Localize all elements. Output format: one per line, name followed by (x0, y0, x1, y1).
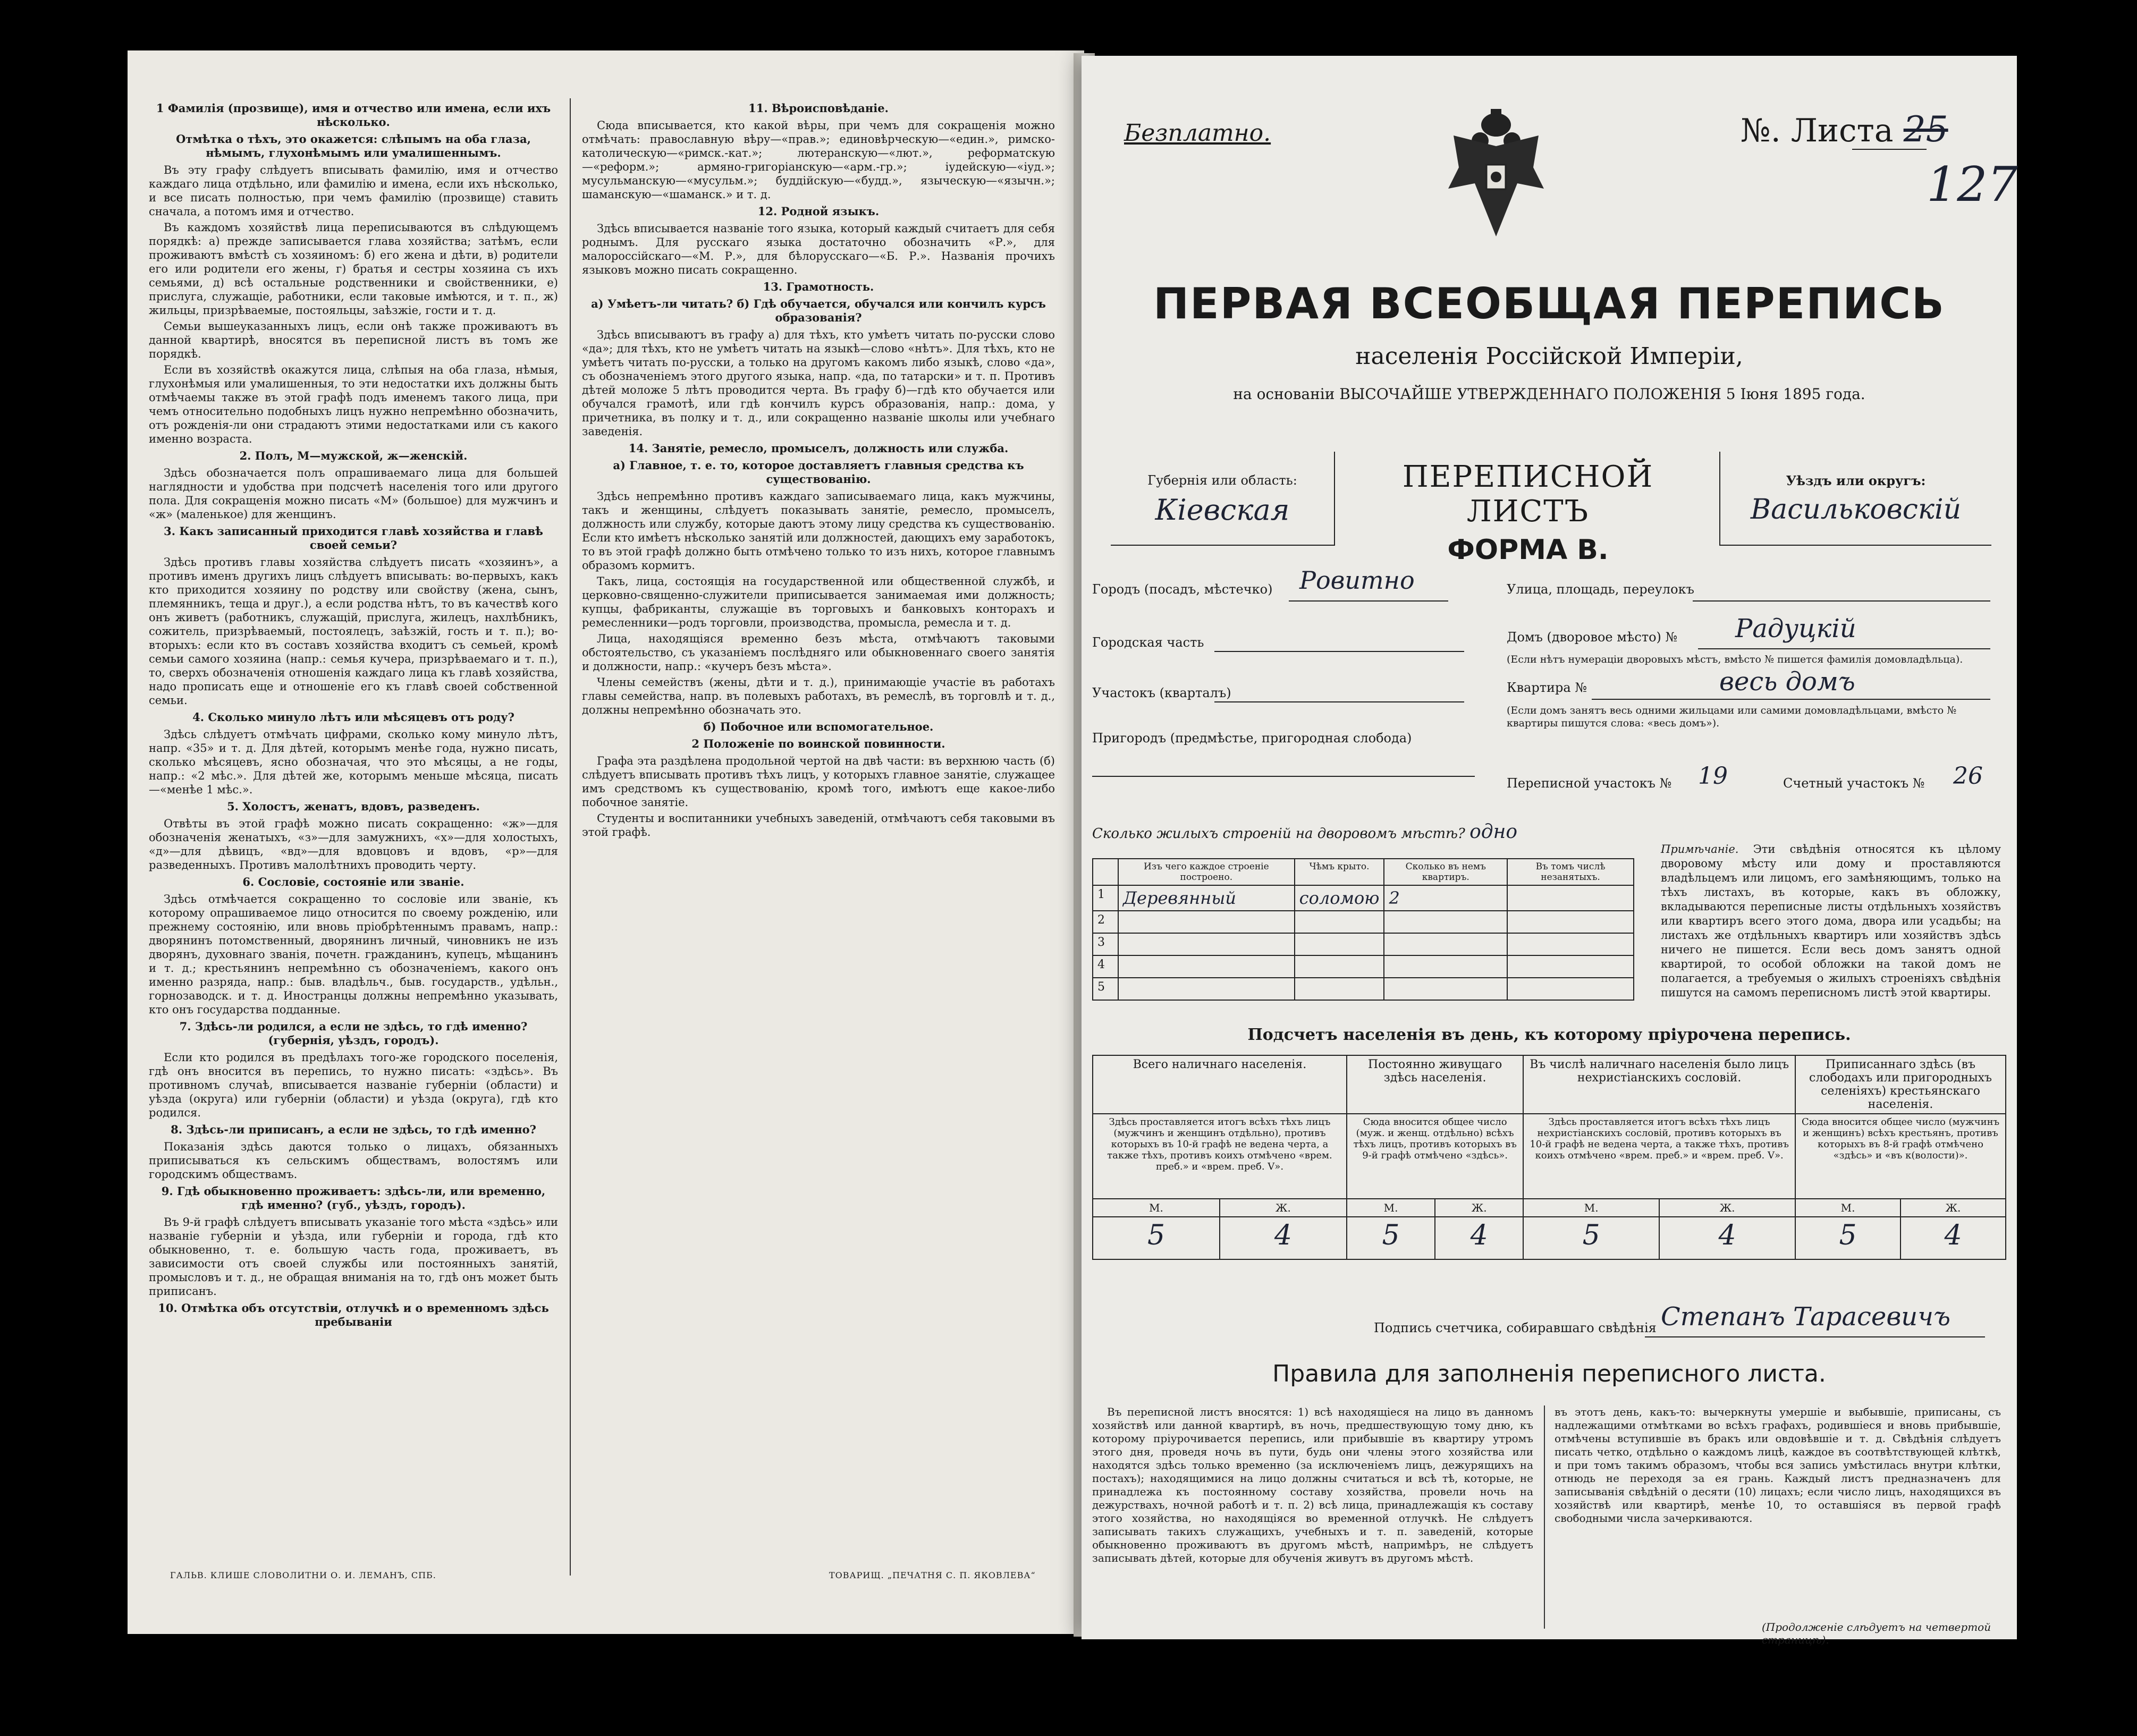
house-label: Домъ (дворовое мѣсто) № (1507, 630, 1678, 645)
table-row (1093, 955, 1634, 978)
paragraph: Здѣсь отмѣчается сокращенно то сословіе или званіе, къ которому опрашиваемое лицо относится по своему рожденію, или прежнему состоянію, или вновь пріобрѣтеннымъ правамъ, напр.: дворянинъ потомственный, дворянинъ личный, чиновникъ не изъ дворянъ, духовнаго званія, почетн. гражданинъ, купецъ, мѣщанинъ и т. д.; крестьянинъ непремѣнно съ обозначеніемъ, какого онъ именно разряда, напр.: быв. владѣльч., быв. государств., удѣльн., горнозаводск. и т. д. Иностранцы должны непремѣнно указывать, кто онъ государства подданные. (149, 893, 558, 1016)
apartment-note: (Если домъ занятъ весь одними жильцами или самими домовладѣльцами, вмѣсто № квартиры пишутся слова: «весь домъ»). (1507, 705, 1957, 729)
section-heading: Отмѣтка о тѣхъ, это окажется: слѣпымъ на оба глаза, нѣмымъ, глухонѣмымъ или умалишеннымъ. (176, 132, 531, 159)
count-title: Подсчетъ населенія въ день, къ которому пріурочена перепись. (1247, 1026, 1851, 1044)
sex-label: Ж. (1659, 1199, 1795, 1217)
count-values-row (1093, 1217, 2006, 1259)
buildings-table (1092, 858, 1634, 1001)
census-title: ПЕРВАЯ ВСЕОБЩАЯ ПЕРЕПИСЬ (1153, 279, 1945, 328)
paragraph: Если въ хозяйствѣ окажутся лица, слѣпыя на оба глаза, нѣмыя, глухонѣмыя или умалишенныя, то эти недостатки ихъ должны быть отмѣчаемы также въ этой графѣ подъ именемъ такого лица, при чемъ относительно подобныхъ лицъ нужно непремѣнно обозначить, отъ рожденія-ли они страдаютъ этими недостатками или съ какого именно возраста. (149, 363, 558, 445)
count-group-row (1093, 1055, 2006, 1114)
row-number-header (1093, 859, 1118, 885)
sex-label: М. (1795, 1199, 1901, 1217)
section-heading: 6. Сословіе, состояніе или званіе. (242, 875, 464, 888)
section-heading: а) Главное, т. е. то, которое доставляетъ главныя средства къ существованію. (613, 459, 1024, 486)
population-count-table (1092, 1055, 2006, 1260)
printer-note-right: ТОВАРИЩ. „ПЕЧАТНЯ С. П. ЯКОВЛЕВА“ (829, 1570, 1036, 1580)
sex-label: М. (1523, 1199, 1659, 1217)
sex-label: М. (1093, 1199, 1220, 1217)
count-group-title: Постоянно живущаго здѣсь населенія. (1347, 1055, 1523, 1114)
section-heading: 7. Здѣсь-ли родился, а если не здѣсь, то гдѣ именно? (губернія, уѣздъ, городъ). (179, 1020, 528, 1047)
paragraph: Лица, находящіяся временно безъ мѣста, отмѣчаютъ таковыми обстоятельство, съ указаніемъ послѣдняго или обыкновеннаго своего занятія и должности, напр.: «кучеръ безъ мѣста». (582, 632, 1055, 673)
city-part-label: Городская часть (1092, 635, 1204, 650)
sex-label-row (1093, 1199, 2006, 1217)
buildings-cell-vacant (1507, 911, 1634, 933)
suburb-label: Пригородъ (предмѣстье, пригородная слобода) (1092, 731, 1412, 746)
rules-column-1: Въ переписной листъ вносятся: 1) всѣ находящіеся на лицо въ данномъ хозяйствѣ или данной квартирѣ, въ ночь, предшествующую тому дню, къ которому пріурочивается перепись, или прибывшіе въ квартиру утромъ этого дня, проведя ночь въ пути, будь они члены этого хозяйства или находятся здѣсь только временно (за исключеніемъ лицъ, дежурящихъ на постахъ); находящимися на лицо должны считаться и всѣ тѣ, которые, не принадлежа къ постоянному составу хозяйства, провели ночь на дежурствахъ, ночной работѣ и т. п. 2) всѣ лица, принадлежащія къ составу этого хозяйства, но находящіяся во временной отлучкѣ. Не слѣдуетъ записывать такихъ служащихъ, учебныхъ и т. п. заведеній, которые обыкновенно проживаютъ въ другомъ мѣстѣ, напримѣръ, не слѣдуетъ записывать дѣтей, которые для обученія живутъ въ другомъ мѣстѣ. (1092, 1405, 1533, 1564)
free-label: Безплатно. (1124, 120, 1271, 147)
eagle-emblem-icon (1438, 104, 1555, 242)
buildings-header: Чѣмъ крыто. (1295, 859, 1384, 885)
buildings-cell-num: 4 (1093, 955, 1118, 978)
section-heading: 3. Какъ записанный приходится главѣ хозяйства и главѣ своей семьи? (164, 524, 543, 552)
paragraph: Отвѣты въ этой графѣ можно писать сокращенно: «ж»—для обозначенія женатыхъ, «з»—для замужнихъ, «х»—для холостыхъ, «д»—для дѣвицъ, «вд»—для вдовцовъ и вдовъ, «р»—для разведенныхъ. Противъ малолѣтнихъ проводить черту. (149, 817, 558, 871)
paragraph: Члены семействъ (жены, дѣти и т. д.), принимающіе участіе въ работахъ главы семейства, напр. въ полевыхъ работахъ, въ ремеслѣ, въ торговлѣ и т. д., должны непремѣнно обозначать это. (582, 676, 1055, 716)
suburb-underline (1092, 776, 1475, 777)
buildings-cell-material: Деревянный (1118, 885, 1295, 911)
city-part-underline (1214, 651, 1464, 652)
section-heading: 13. Грамотность. (763, 280, 874, 293)
signature-label: Подпись счетчика, собиравшаго свѣдѣнія (1374, 1320, 1657, 1335)
buildings-header: Изъ чего каждое строеніе построено. (1118, 859, 1295, 885)
buildings-label: Сколько жилыхъ строеній на дворовомъ мѣстѣ? (1092, 826, 1465, 842)
buildings-cell-num: 1 (1093, 885, 1118, 911)
paragraph: Здѣсь слѣдуетъ отмѣчать цифрами, сколько кому минуло лѣтъ, напр. «35» и т. д. Для дѣтей, которымъ менѣе года, нужно писать, сколько мѣсяцевъ, ясно обозначая, что это мѣсяцы, а не годы, напр.: «2 мѣс.». Для дѣтей же, которымъ меньше мѣсяца, писать—«менѣе 1 мѣс.». (149, 728, 558, 796)
count-value: 5 (1523, 1217, 1659, 1259)
section-heading: 1 Фамилія (прозвище), имя и отчество или имена, если ихъ нѣсколько. (156, 101, 551, 129)
sheet-number-value: 25 (1903, 109, 1948, 150)
paragraph: Здѣсь вписываютъ въ графу а) для тѣхъ, кто умѣетъ читать по-русски слово «да»; для тѣхъ, кто не умѣетъ читать на языкѣ—слово «нѣтъ». Для тѣхъ, кто не умѣетъ читать по-русски, а только на другомъ какомъ либо языкѣ, слово «да», съ обозначеніемъ этого другого языка, напр. «да, по татарски» и т. п. Противъ дѣтей моложе 5 лѣтъ проводится черта. Въ графу б)—гдѣ кто обучается или обучался грамотѣ, или гдѣ кончилъ курсъ образованія, напр.: дома, у причетника, въ полку и т. д., или сокращенно названіе школы или учебнаго заведенія. (582, 328, 1055, 438)
paragraph: Студенты и воспитанники учебныхъ заведеній, отмѣчаютъ себя таковыми въ этой графѣ. (582, 812, 1055, 839)
count-desc-row (1093, 1114, 2006, 1199)
town-underline (1289, 600, 1448, 602)
census-district-label: Переписной участокъ № (1507, 776, 1672, 791)
rules-continuation: (Продолженіе слѣдуетъ на четвертой страницѣ). (1762, 1621, 1991, 1646)
paragraph: Здѣсь вписывается названіе того языка, который каждый считаетъ для себя роднымъ. Для русскаго языка достаточно обозначить «Р.», для малороссійскаго—«М. Р.», для бѣлорусскаго—«Б. Р.». Названія прочихъ языковъ можно писать сокращенно. (582, 222, 1055, 276)
side-heading: 10. Отмѣтка объ отсутствіи, отлучкѣ и о временномъ здѣсь пребываніи (158, 1301, 549, 1328)
sex-label: Ж. (1435, 1199, 1523, 1217)
section-heading: 5. Холостъ, женатъ, вдовъ, разведенъ. (227, 800, 480, 813)
left-page (128, 50, 1084, 1634)
buildings-header: Сколько въ немъ квартиръ. (1384, 859, 1507, 885)
sex-label: Ж. (1901, 1199, 2006, 1217)
form-title-line1: ПЕРЕПИСНОЙ ЛИСТЪ (1402, 460, 1654, 529)
buildings-cell-roof (1295, 933, 1384, 955)
buildings-cell-vacant (1507, 955, 1634, 978)
town-value: Ровитно (1299, 566, 1415, 595)
house-note: (Если нѣтъ нумераціи дворовыхъ мѣстъ, вмѣсто № пишется фамилія домовладѣльца). (1507, 654, 1963, 665)
province-value: Кіевская (1155, 493, 1290, 527)
table-row (1093, 933, 1634, 955)
count-value: 5 (1795, 1217, 1901, 1259)
buildings-cell-material (1118, 933, 1295, 955)
census-basis: на основаніи ВЫСОЧАЙШЕ УТВЕРЖДЕННАГО ПОЛОЖЕНІЯ 5 Іюня 1895 года. (1233, 385, 1865, 403)
section-heading: 11. Вѣроисповѣданіе. (748, 101, 889, 115)
sex-label: Ж. (1220, 1199, 1347, 1217)
left-column-1 (149, 98, 558, 1533)
buildings-cell-num: 3 (1093, 933, 1118, 955)
quarter-underline (1214, 701, 1464, 702)
note-title: Примѣчаніе. (1661, 843, 1739, 856)
count-value: 4 (1659, 1217, 1795, 1259)
buildings-cell-material (1118, 911, 1295, 933)
count-group-desc: Здѣсь проставляется итогъ всѣхъ тѣхъ лицъ нехристіанскихъ сословій, противъ которыхъ въ 10-й графѣ не ведена черта, а также тѣхъ, противъ коихъ отмѣчено «врем. преб.» и «врем. преб. V». (1523, 1114, 1795, 1199)
town-label: Городъ (посадъ, мѣстечко) (1092, 582, 1273, 597)
table-row (1093, 978, 1634, 1000)
apartment-value: весь домъ (1719, 667, 1855, 697)
section-heading: 2 Положеніе по воинской повинности. (691, 737, 945, 750)
buildings-cell-roof: соломою (1295, 885, 1384, 911)
buildings-cell-roof (1295, 911, 1384, 933)
count-group-desc: Сюда вносится общее число (муж. и женщ. отдѣльно) всѣхъ тѣхъ лицъ, противъ которыхъ въ 9-й графѣ отмѣчено «здѣсь». (1347, 1114, 1523, 1199)
buildings-cell-apartments: 2 (1384, 885, 1507, 911)
buildings-header-row (1093, 859, 1634, 885)
paragraph: Здѣсь непремѣнно противъ каждаго записываемаго лица, какъ мужчины, такъ и женщины, слѣдуетъ показывать занятіе, ремесло, промыселъ, должность или службу, которые даютъ этому лицу средства къ существованію. Если кто имѣетъ нѣсколько занятій или должностей, дающихъ ему заработокъ, то въ этой графѣ должно быть отмѣчено только то изъ нихъ, которое главнымъ образомъ кормитъ. (582, 490, 1055, 572)
buildings-cell-roof (1295, 978, 1384, 1000)
buildings-cell-apartments (1384, 933, 1507, 955)
signature-value: Степанъ Тарасевичъ (1661, 1302, 1951, 1332)
form-title (1342, 460, 1714, 566)
buildings-cell-vacant (1507, 978, 1634, 1000)
paragraph: Если кто родился въ предѣлахъ того-же городского поселенія, гдѣ онъ вносится въ перепись, то нужно писать: «здѣсь». Въ противномъ случаѣ, вписывается названіе губерніи (области) и уѣзда (округа) или губерніи (области) и уѣзда (округа), гдѣ кто родился. (149, 1051, 558, 1119)
district-value: Васильковскій (1750, 494, 1962, 526)
paragraph: Показанія здѣсь даются только о лицахъ, обязанныхъ приписываться къ сельскимъ обществамъ, волостямъ или городскимъ обществамъ. (149, 1140, 558, 1181)
count-group-title: Всего наличнаго населенія. (1093, 1055, 1347, 1114)
sheet-number-handwritten: 127 (1927, 157, 2018, 213)
buildings-value: одно (1469, 821, 1518, 843)
paragraph: Сюда вписывается, кто какой вѣры, при чемъ для сокращенія можно отмѣчать: православную вѣру—«прав.»; единовѣрческую—«един.», римско-католическую—«римск.-кат.»; лютеранскую—«лют.», реформатскую—«реформ.»; армяно-григоріанскую—«арм.-гр.»; іудейскую—«іуд.»; мусульманскую—«мусульм.»; буддійскую—«будд.», языческую—«язычн.»; шаманскую—«шаманск.» и т. д. (582, 119, 1055, 201)
imperial-eagle (1438, 104, 1555, 242)
table-row (1093, 911, 1634, 933)
buildings-cell-num: 2 (1093, 911, 1118, 933)
count-group-title: Приписаннаго здѣсь (въ слободахъ или пригородныхъ селеніяхъ) крестьянскаго населенія. (1795, 1055, 2006, 1114)
buildings-cell-roof (1295, 955, 1384, 978)
paragraph: Здѣсь обозначается полъ опрашиваемаго лица для большей наглядности и удобства при подсчетѣ населенія того или другого пола. Для сокращенія можно писать «М» (большое) для мужчинъ и «ж» (маленькое) для женщинъ. (149, 467, 558, 521)
section-heading: 8. Здѣсь-ли приписанъ, а если не здѣсь, то гдѣ именно? (171, 1123, 536, 1136)
house-value: Радуцкій (1735, 614, 1856, 643)
paragraph: Семьи вышеуказанныхъ лицъ, если онѣ также проживаютъ въ данной квартирѣ, вносятся въ переписной листъ въ томъ же порядкѣ. (149, 320, 558, 360)
sex-label: М. (1347, 1199, 1435, 1217)
buildings-cell-num: 5 (1093, 978, 1118, 1000)
section-heading: 4. Сколько минуло лѣтъ или мѣсяцевъ отъ роду? (192, 710, 514, 724)
sheet-label-text: №. Листа (1741, 112, 1894, 149)
paragraph: Въ каждомъ хозяйствѣ лица переписываются въ слѣдующемъ порядкѣ: а) прежде записывается глава хозяйства; затѣмъ, если проживаютъ вмѣстѣ съ хозяиномъ: б) его жена и дѣти, в) родители его или родители его жены, г) братья и сестры хозяина съ ихъ семьями, д) всѣ остальные родственники и свойственники, е) прислуга, служащіе, работники, если таковые имѣются, и т. п., ж) жильцы, призрѣваемые, постояльцы, заѣзжіе, гости и т. д. (149, 221, 558, 317)
buildings-cell-apartments (1384, 955, 1507, 978)
count-value: 4 (1435, 1217, 1523, 1259)
section-heading: б) Побочное или вспомогательное. (703, 720, 934, 733)
printer-note-left: ГАЛЬВ. КЛИШЕ СЛОВОЛИТНИ О. И. ЛЕМАНЪ, СПБ. (170, 1570, 436, 1580)
street-label: Улица, площадь, переулокъ (1507, 582, 1694, 597)
buildings-question (1092, 821, 1517, 843)
paragraph: Графа эта раздѣлена продольной чертой на двѣ части: въ верхнюю часть (б) слѣдуетъ вписывать противъ тѣхъ лицъ, у которыхъ главное занятіе, служащее имъ средствомъ къ существованію, кромѣ того, имѣютъ еще какое-либо побочное занятіе. (582, 755, 1055, 809)
left-column-2 (582, 98, 1055, 1533)
buildings-cell-apartments (1384, 911, 1507, 933)
paragraph: Здѣсь противъ главы хозяйства слѣдуетъ писать «хозяинъ», а противъ именъ другихъ лицъ слѣдуетъ вписывать: во-первыхъ, какъ кто приходится хозяину по родству или свойству (жена, сынъ, племянникъ, теща и друг.), а если родства нѣтъ, то въ качествѣ кого онъ живетъ (работникъ, служащій, прислуга, жилецъ, нахлѣбникъ, сожитель, призрѣваемый, постоялецъ, заѣзжій, гость и т. п.); во-вторыхъ: если кто въ составъ хозяйства входитъ съ семьей, кромѣ семьи самого хозяина (напр.: семья кучера, призрѣваемаго и т. п.), то, сверхъ обозначенія отношенія каждаго лица къ главѣ хозяйства, надо прописать еще и отношеніе его къ главѣ своей собственной семьи. (149, 556, 558, 707)
street-underline (1693, 600, 1990, 602)
section-heading: а) Умѣетъ-ли читать? б) Гдѣ обучается, обучался или кончилъ курсъ образованія? (591, 297, 1046, 324)
count-value: 5 (1093, 1217, 1220, 1259)
buildings-note (1661, 842, 2001, 1000)
buildings-cell-apartments (1384, 978, 1507, 1000)
house-underline (1698, 648, 1990, 649)
column-divider (570, 98, 571, 1576)
form-title-line2: ФОРМА В. (1447, 534, 1609, 566)
apartment-underline (1592, 699, 1990, 700)
table-row (1093, 885, 1634, 911)
buildings-cell-vacant (1507, 885, 1634, 911)
section-heading: 12. Родной языкъ. (757, 205, 880, 218)
section-heading: 9. Гдѣ обыкновенно проживаетъ: здѣсь-ли, или временно, гдѣ именно? (губ., уѣздъ, городъ). (161, 1184, 546, 1212)
buildings-cell-material (1118, 978, 1295, 1000)
buildings-cell-material (1118, 955, 1295, 978)
count-value: 4 (1220, 1217, 1347, 1259)
count-district-value: 26 (1953, 763, 1983, 790)
census-subtitle: населенія Россійской Имперіи, (1355, 343, 1743, 370)
count-group-desc: Здѣсь проставляется итогъ всѣхъ тѣхъ лицъ (мужчинъ и женщинъ отдѣльно), противъ которыхъ въ 10-й графѣ не ведена черта, а также тѣхъ, противъ коихъ отмѣчено «врем. преб.» и «врем. преб. V». (1093, 1114, 1347, 1199)
note-text: Эти свѣдѣнія относятся къ цѣлому дворовому мѣсту или дому и проставляются владѣльцемъ или лицомъ, его замѣняющимъ, только на тѣхъ листахъ, въ которые, какъ въ обложку, вкладываются переписные листы отдѣльныхъ хозяйствъ или квартиръ всего этого дома, двора или усадьбы; на листахъ же отдѣльныхъ квартиръ или хозяйствъ здѣсь ничего не пишется. Если весь домъ занятъ одной квартирой, то особой обложки на такой домъ не полагается, а требуемыя о жилыхъ строеніяхъ свѣдѣнія пишутся на самомъ переписномъ листѣ этой квартиры. (1661, 843, 2001, 999)
province-label: Губернія или область: (1147, 473, 1297, 488)
count-value: 5 (1347, 1217, 1435, 1259)
apartment-label: Квартира № (1507, 680, 1587, 695)
rules-column-2: въ этотъ день, какъ-то: вычеркнуты умершіе и выбывшіе, приписаны, съ надлежащими отмѣтками во всѣхъ графахъ, родившіеся и вновь прибывшіе, отмѣчены вступившіе въ бракъ или овдовѣвшіе и т. д. Свѣдѣнія слѣдуетъ писать четко, отдѣльно о каждомъ лицѣ, каждое въ соотвѣтствующей клѣткѣ, и при томъ такимъ образомъ, чтобы вся запись умѣстилась внутри клѣтки, отнюдь не переходя за ея грань. Каждый листъ предназначенъ для записыванія свѣдѣній о десяти (10) лицахъ; если число лицъ, находящихся въ хозяйствѣ или квартирѣ, менѣе 10, то оставшіяся въ первой графѣ свободными числа зачеркиваются. (1555, 1405, 2001, 1525)
rules-divider (1544, 1405, 1545, 1629)
rules-title: Правила для заполненія переписного листа. (1272, 1360, 1826, 1387)
count-district-label: Счетный участокъ № (1783, 776, 1925, 791)
count-group-title: Въ числѣ наличнаго населенія было лицъ нехристіанскихъ сословій. (1523, 1055, 1795, 1114)
right-page (1082, 56, 2018, 1646)
district-box (1719, 452, 1991, 546)
count-group-desc: Сюда вносится общее число (мужчинъ и женщинъ) всѣхъ крестьянъ, противъ которыхъ въ 8-й графѣ отмѣчено «здѣсь» и «въ к(волости)». (1795, 1114, 2006, 1199)
sheet-number-label (1741, 109, 1948, 150)
buildings-header: Въ томъ числѣ незанятыхъ. (1507, 859, 1634, 885)
paragraph: Въ эту графу слѣдуетъ вписывать фамилію, имя и отчество каждаго лица отдѣльно, или фамилію и имена, если ихъ нѣсколько, и все писать полностью, при чемъ фамилію (прозвище) ставить сначала, а потомъ имя и отчество. (149, 164, 558, 218)
province-box (1111, 452, 1335, 546)
buildings-cell-vacant (1507, 933, 1634, 955)
count-value: 4 (1901, 1217, 2006, 1259)
section-heading: 14. Занятіе, ремесло, промыселъ, должность или служба. (628, 442, 1009, 455)
paragraph: Такъ, лица, состоящія на государственной или общественной службѣ, и церковно-священно-служители приписывается занимаемая ими должность; купцы, фабриканты, служащіе въ торговыхъ и банковыхъ конторахъ и ремесленники—родъ торговли, производства, промысла, ремесла и т. д. (582, 575, 1055, 629)
census-district-value: 19 (1698, 763, 1728, 790)
section-heading: 2. Полъ, М—мужской, ж—женскій. (239, 449, 468, 462)
district-label: Уѣздъ или округъ: (1786, 473, 1926, 488)
signature-underline (1645, 1336, 1985, 1337)
sheet-underline (1852, 149, 1927, 150)
quarter-label: Участокъ (кварталъ) (1092, 685, 1231, 700)
paragraph: Въ 9-й графѣ слѣдуетъ вписывать указаніе того мѣста «здѣсь» или названіе губерніи и уѣзда, или губерніи и города, гдѣ кто обыкновенно, т. е. большую часть года, проживаетъ, въ зависимости отъ своей службы или постоянныхъ занятій, промысловъ и т. д., не обращая вниманія на то, гдѣ онъ может быть приписанъ. (149, 1216, 558, 1298)
